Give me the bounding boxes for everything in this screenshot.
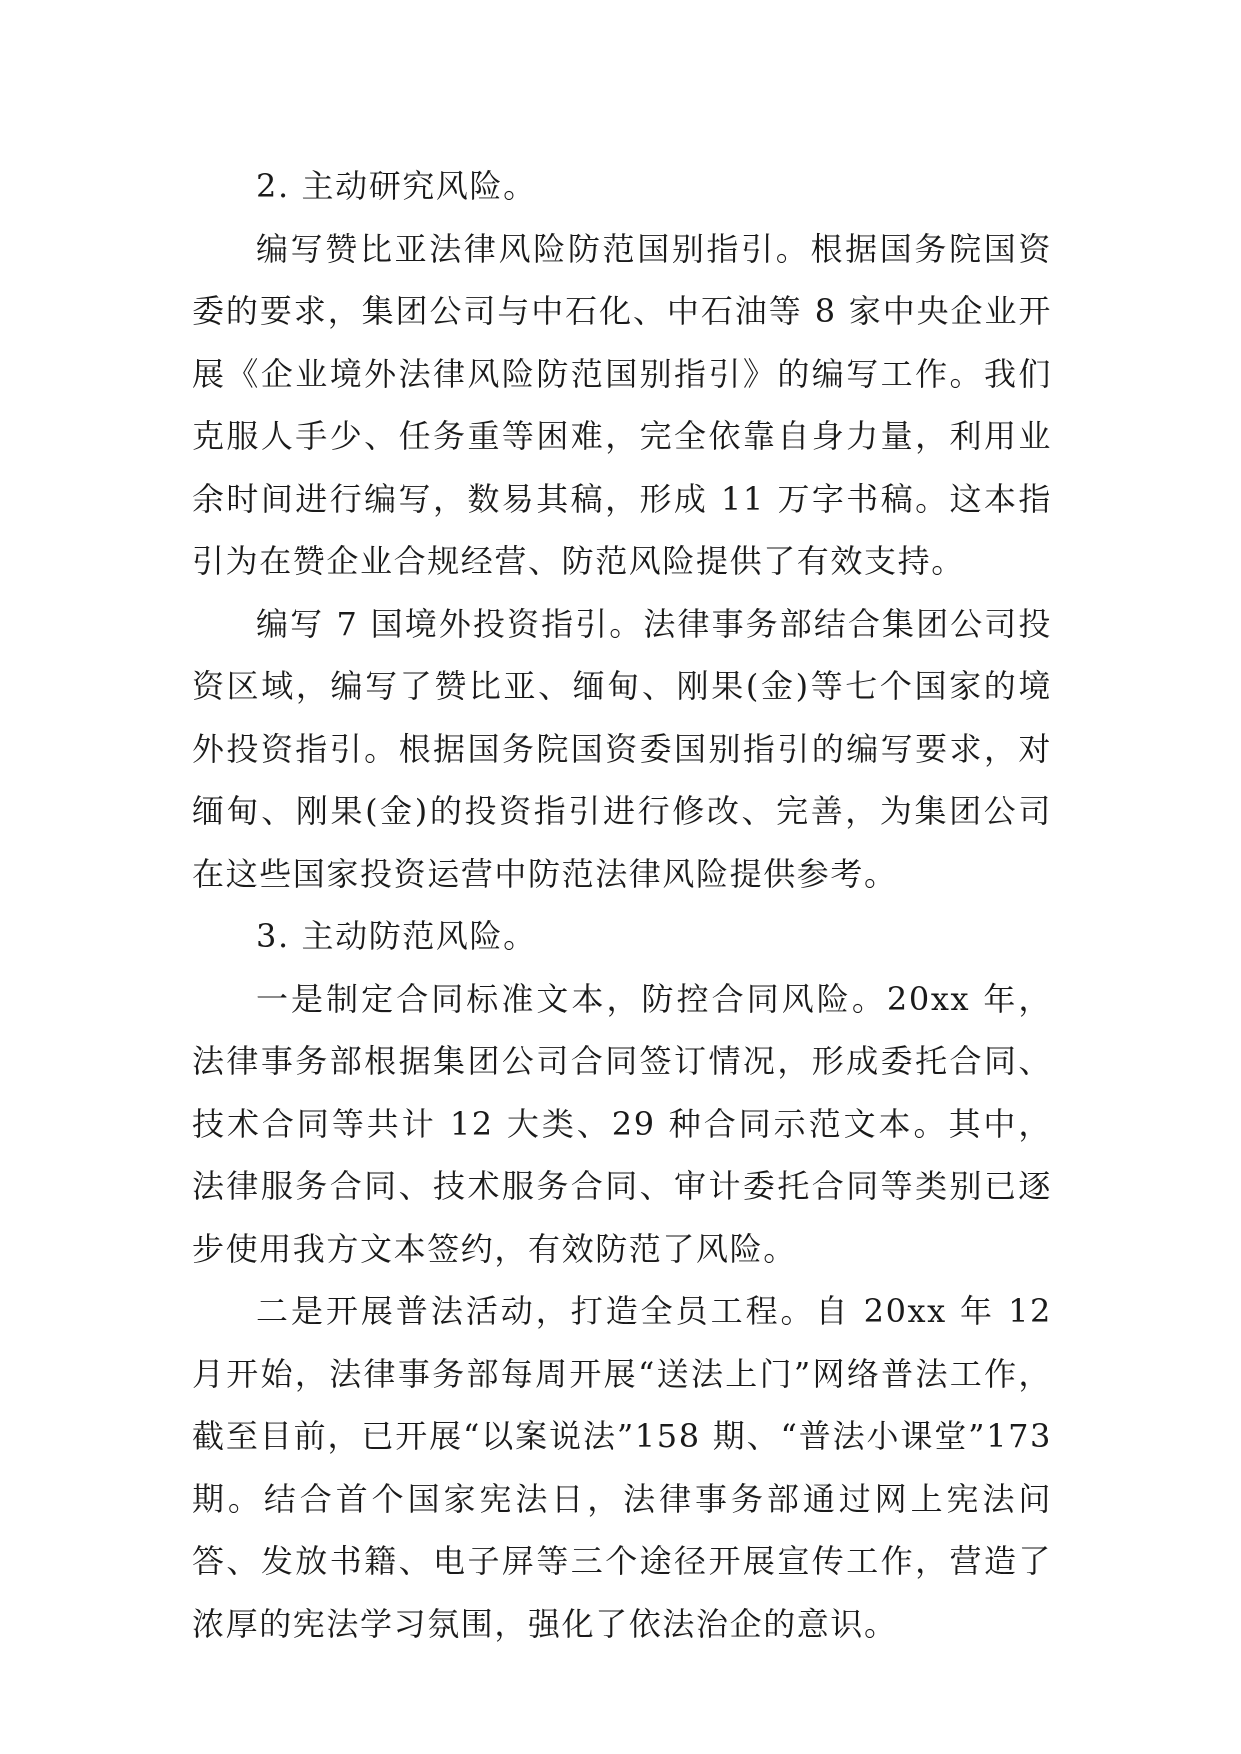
section-3-heading: 3. 主动防范风险。 — [256, 917, 537, 955]
paragraph-contract-templates: 一是制定合同标准文本，防控合同风险。20xx 年，法律事务部根据集团公司合同签订情况，形成委托合同、技术合同等共计 12 大类、29 种合同示范文本。其中，法律服务合同、技术服务合同、审计委托合同等类别已逐步使用我方文本签约，有效防范了风险。 — [192, 979, 1052, 1268]
document-body — [192, 155, 1052, 1655]
paragraph-zambia-guide: 编写赞比亚法律风险防范国别指引。根据国务院国资委的要求，集团公司与中石化、中石油等 8 家中央企业开展《企业境外法律风险防范国别指引》的编写工作。我们克服人手少、任务重等困难，完全依靠自身力量，利用业余时间进行编写，数易其稿，形成 11 万字书稿。这本指引为在赞企业合规经营、防范风险提供了有效支持。 — [192, 229, 1052, 580]
section-2-heading: 2. 主动研究风险。 — [256, 167, 537, 205]
paragraph-seven-country-guide: 编写 7 国境外投资指引。法律事务部结合集团公司投资区域，编写了赞比亚、缅甸、刚果(金)等七个国家的境外投资指引。根据国务院国资委国别指引的编写要求，对缅甸、刚果(金)的投资指引进行修改、完善，为集团公司在这些国家投资运营中防范法律风险提供参考。 — [192, 604, 1052, 893]
paragraph-legal-education: 二是开展普法活动，打造全员工程。自 20xx 年 12 月开始，法律事务部每周开展“送法上门”网络普法工作，截至目前，已开展“以案说法”158 期、“普法小课堂”173 期。结合首个国家宪法日，法律事务部通过网上宪法问答、发放书籍、电子屏等三个途径开展宣传工作，营造了浓厚的宪法学习氛围，强化了依法治企的意识。 — [192, 1292, 1052, 1643]
